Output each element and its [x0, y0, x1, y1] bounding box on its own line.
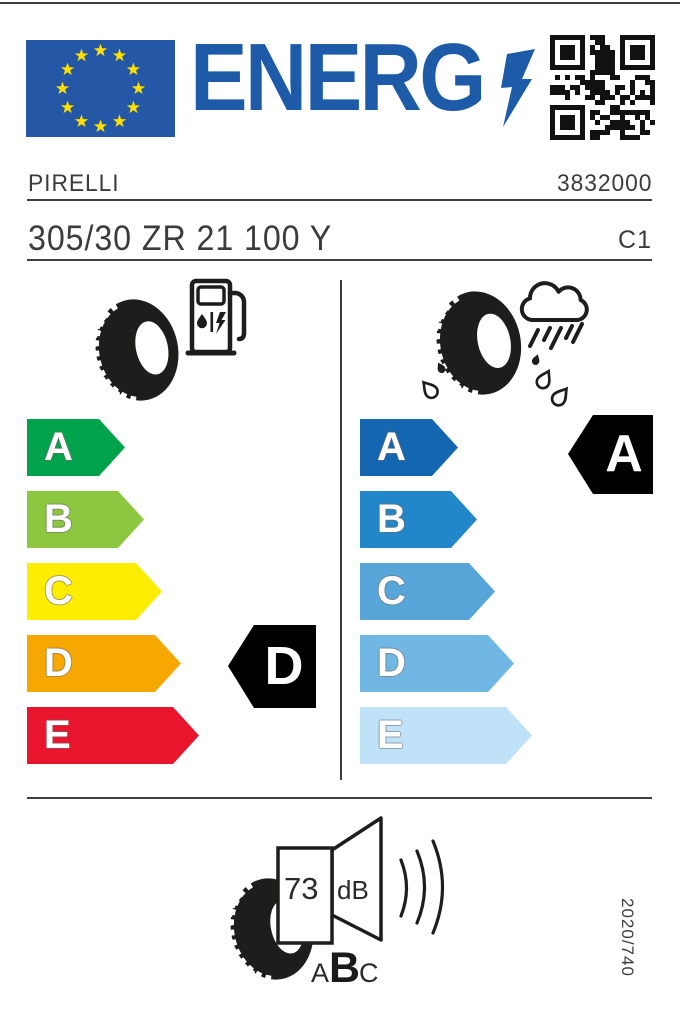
- fuel-scale-row-d: [27, 635, 181, 692]
- wet-scale-row-a: [360, 419, 458, 476]
- wet-rating-badge: [568, 415, 653, 494]
- rain-cloud-icon: [522, 283, 587, 348]
- header-divider: [27, 199, 652, 201]
- scale-grade-label: A: [44, 425, 73, 469]
- scale-grade-label: B: [377, 497, 406, 541]
- noise-section: [225, 815, 450, 990]
- scale-grade-label: D: [44, 641, 73, 685]
- scale-grade-label: C: [44, 569, 73, 613]
- wet-scale-row-d: [360, 635, 514, 692]
- bottom-divider: [27, 797, 652, 799]
- scale-arrow: [360, 419, 458, 476]
- vehicle-class: C1: [618, 226, 652, 254]
- scale-grade-label: C: [377, 569, 406, 613]
- scale-grade-label: E: [44, 713, 71, 757]
- eu-flag: [26, 40, 175, 137]
- subheader-divider: [27, 259, 652, 261]
- wet-scale-row-c: [360, 563, 495, 620]
- scale-grade-label: A: [377, 425, 406, 469]
- section-divider-vertical: [340, 280, 342, 780]
- scale-grade-label: B: [44, 497, 73, 541]
- fuel-rating-badge: [228, 625, 316, 708]
- fuel-scale-row-e: [27, 707, 199, 764]
- noise-class-a: A: [311, 958, 330, 988]
- tire-icon: [425, 283, 531, 403]
- top-border: [0, 2, 680, 4]
- tire-icon: [93, 292, 188, 409]
- sound-wave-icon: [401, 841, 443, 933]
- noise-class-c: C: [359, 958, 379, 988]
- qr-code: [550, 35, 655, 140]
- rating-letter: A: [605, 425, 643, 483]
- noise-class-b: B: [329, 944, 361, 990]
- fuel-efficiency-icon: [93, 278, 253, 410]
- fuel-scale-row-b: [27, 491, 144, 548]
- fuel-scale-row-a: [27, 419, 125, 476]
- tyre-dimension: 305/30 ZR 21 100 Y: [28, 219, 333, 258]
- noise-unit: dB: [337, 875, 369, 905]
- wet-scale-row-b: [360, 491, 477, 548]
- fuel-scale-row-c: [27, 563, 162, 620]
- scale-grade-label: D: [377, 641, 406, 685]
- wet-scale-row-e: [360, 707, 532, 764]
- brand-text: PIRELLI: [28, 170, 120, 197]
- scale-grade-label: E: [377, 713, 404, 757]
- fuel-pump-icon: [188, 281, 244, 353]
- energ-logo-text: ENERG: [190, 24, 484, 131]
- article-number: 3832000: [556, 170, 652, 197]
- regulation-number: 2020/740: [618, 898, 637, 977]
- rating-letter: D: [264, 636, 304, 696]
- lightning-bolt-icon: [501, 49, 535, 127]
- scale-arrow: [27, 419, 125, 476]
- noise-value: 73: [284, 871, 319, 906]
- wet-grip-icon: [420, 276, 605, 411]
